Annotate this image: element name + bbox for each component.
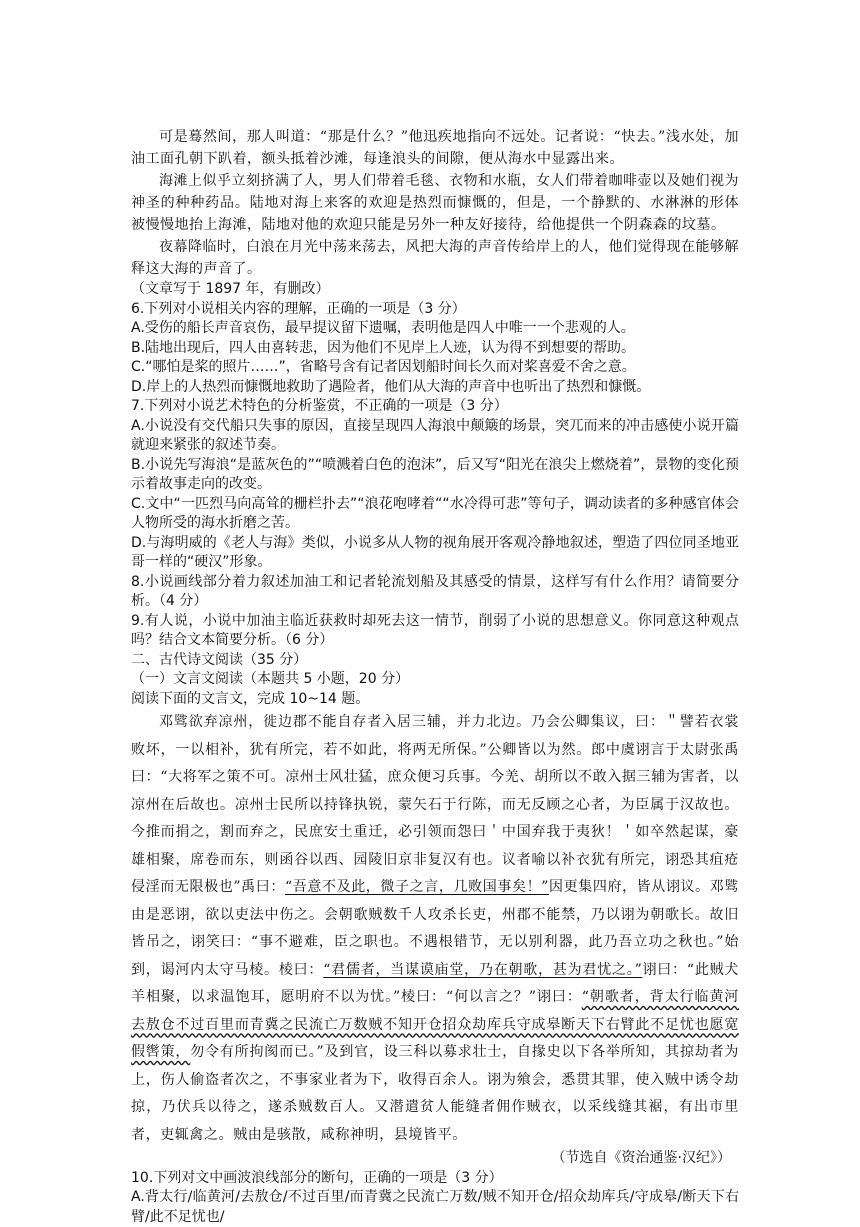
question-6-stem: 6.下列对小说相关内容的理解，正确的一项是（3 分） (131, 300, 466, 317)
classical-underlined-sentence-2: “君儒者，当谋谟庙堂，乃在朝歌，甚为君忧之。” (323, 961, 643, 978)
question-7-option-a: A.小说没有交代船只失事的原因，直接呈现四人海浪中颠簸的场景，突兀而来的冲击感使小说开篇就迎来紧张的叙述节奏。 (131, 417, 739, 453)
question-7-option-b: B.小说先写海浪“是蓝灰色的”“喷溅着白色的泡沫”，后又写“阳光在浪尖上燃烧着”，景物的变化预示着故事走向的改变。 (131, 456, 739, 492)
story-paragraph-2: 海滩上似乎立刻挤满了人，男人们带着毛毯、衣物和水瓶，女人们带着咖啡壶以及她们视为神圣的种种药品。陆地对海上来客的欢迎是热烈而慷慨的，但是，一个静默的、水淋淋的形体被慢慢地抬上海滩，陆地对他的欢迎只能是另外一种友好接待，给他提供一个阴森森的坟墓。 (131, 173, 739, 233)
question-7-option-c: C.文中“一匹烈马向高耸的栅栏扑去”“浪花咆哮着““水冷得可悲”等句子，调动读者的多种感官体会人物所受的海水折磨之苦。 (131, 495, 739, 531)
classical-wavy-underlined-passage: “朝歌者，背太行临黄河去敖仓不过百里而青冀之民流亡万数贼不知开仓招众劫库兵守成皋断天下右臂此不足忧也愿宽假辔策， (131, 989, 739, 1060)
question-7-option-d: D.与海明威的《老人与海》类似，小说多从人物的视角展开客观冷静地叙述，塑造了四位同圣地亚哥一样的“硬汉”形象。 (131, 534, 739, 570)
classical-underlined-sentence-1: “吾意不及此，微子之言，几败国事矣！” (284, 879, 549, 895)
question-6-option-a: A.受伤的船长声音哀伤，最早提议留下遗嘱，表明他是四人中唯一一个悲观的人。 (131, 320, 635, 336)
question-6-option-d: D.岸上的人热烈而慷慨地救助了遇险者，他们从大海的声音中也听出了热烈和慷慨。 (131, 378, 651, 395)
section-2-instruction: 阅读下面的文言文，完成 10~14 题。 (131, 690, 370, 707)
classical-text-part-4: 勿令有所拘阂而已。”及到官，设三科以募求壮士，自掾史以下各举所知，其掠劫者为上，伤人偷盗者次之，不事家业者为下，收得百余人。诩为飨会，悉贯其罪，使入贼中诱令劫掠，乃伏兵以待之，遂杀贼数百人。又潜遣贫人能缝者佣作贼衣，以采线缝其裾，有出市里者，吏辄禽之。贼由是骇散，咸称神明，县境皆平。 (131, 1044, 739, 1143)
page-content (131, 126, 739, 1227)
story-paragraph-3: 夜幕降临时，白浪在月光中荡来荡去，风把大海的声音传给岸上的人，他们觉得现在能够解释这大海的声音了。 (131, 239, 739, 277)
classical-text-part-3: 诩曰：“此贼犬羊相聚，以求温饱耳，愿明府不以为忧。”棱曰：“何以言之？”诩曰： (131, 961, 739, 1005)
classical-text-part-2: 因更集四府，皆从诩议。邓骘由是恶诩，欲以吏法中伤之。会朝歌贼数千人攻杀长吏，州郡不能禁，乃以诩为朝歌长。故旧皆吊之，诩笑曰：“事不避难，臣之职也。不遇根错节，无以别利器，此乃吾立功之秋也。”始到，谒河内太守马棱。棱曰： (131, 879, 739, 978)
section-2-subtitle: （一）文言文阅读（本题共 5 小题，20 分） (131, 671, 410, 687)
question-8: 8.小说画线部分着力叙述加油工和记者轮流划船及其感受的情景，这样写有什么作用？请简要分析。（4 分） (131, 573, 739, 609)
question-10-option-a: A.背太行/临黄河/去敖仓/不过百里/而青冀之民流亡万数/贼不知开仓/招众劫库兵/守成皋/断天下右臂/此不足忧也/ (131, 1189, 739, 1225)
question-9: 9.有人说，小说中加油主临近获救时却死去这一情节，削弱了小说的思想意义。你同意这种观点吗？结合文本简要分析。（6 分） (131, 612, 739, 648)
question-10-stem: 10.下列对文中画波浪线部分的断句，正确的一项是（3 分） (131, 1169, 503, 1186)
section-2-title: 二、古代诗文阅读（35 分） (131, 651, 308, 668)
story-paragraph-1: 可是蓦然间，那人叫道：“那是什么？”他迅疾地指向不远处。记者说：“快去。”浅水处，加油工面孔朝下趴着，额头抵着沙滩，每逢浪头的间隙，便从海水中显露出来。 (131, 129, 739, 167)
question-6-option-b: B.陆地出现后，四人由喜转悲，因为他们不见岸上人迹，认为得不到想要的帮助。 (131, 339, 636, 356)
classical-source-note: （节选自《资治通鉴·汉纪》） (551, 1150, 731, 1166)
classical-text-part-1: 邓骘欲弃凉州，徙边郡不能自存者入居三辅，并力北边。乃会公卿集议，曰：＂譬若衣裳败坏，一以相补，犹有所完，若不如此，将两无所保。”公卿皆以为然。郎中虞诩言于太尉张禹曰：“大将军之策不可。凉州士风壮猛，庶众便习兵事。今羌、胡所以不敢入据三辅为害者，以凉州在后故也。凉州士民所以持锋执锐，蒙矢石于行陈，而无反顾之心者，为臣属于汉故也。今推而捐之，割而弃之，民庶安土重迁，必引领而怨曰＇中国弃我于夷狄！＇如卒然起谋，豪雄相聚，席卷而东，则函谷以西、园陵旧京非复汉有也。议者喻以补衣犹有所完，诩恐其疽疮侵淫而无限极也”禹曰： (131, 714, 739, 895)
question-6-option-c: C.“哪怕是桨的照片……”，省略号含有记者因划船时间长久而对桨喜爱不舍之意。 (131, 359, 636, 375)
story-source-note: （文章写于 1897 年，有删改） (131, 281, 330, 297)
classical-text-paragraph (131, 709, 739, 1149)
question-7-stem: 7.下列对小说艺术特色的分析鉴赏，不正确的一项是（3 分） (131, 398, 508, 414)
